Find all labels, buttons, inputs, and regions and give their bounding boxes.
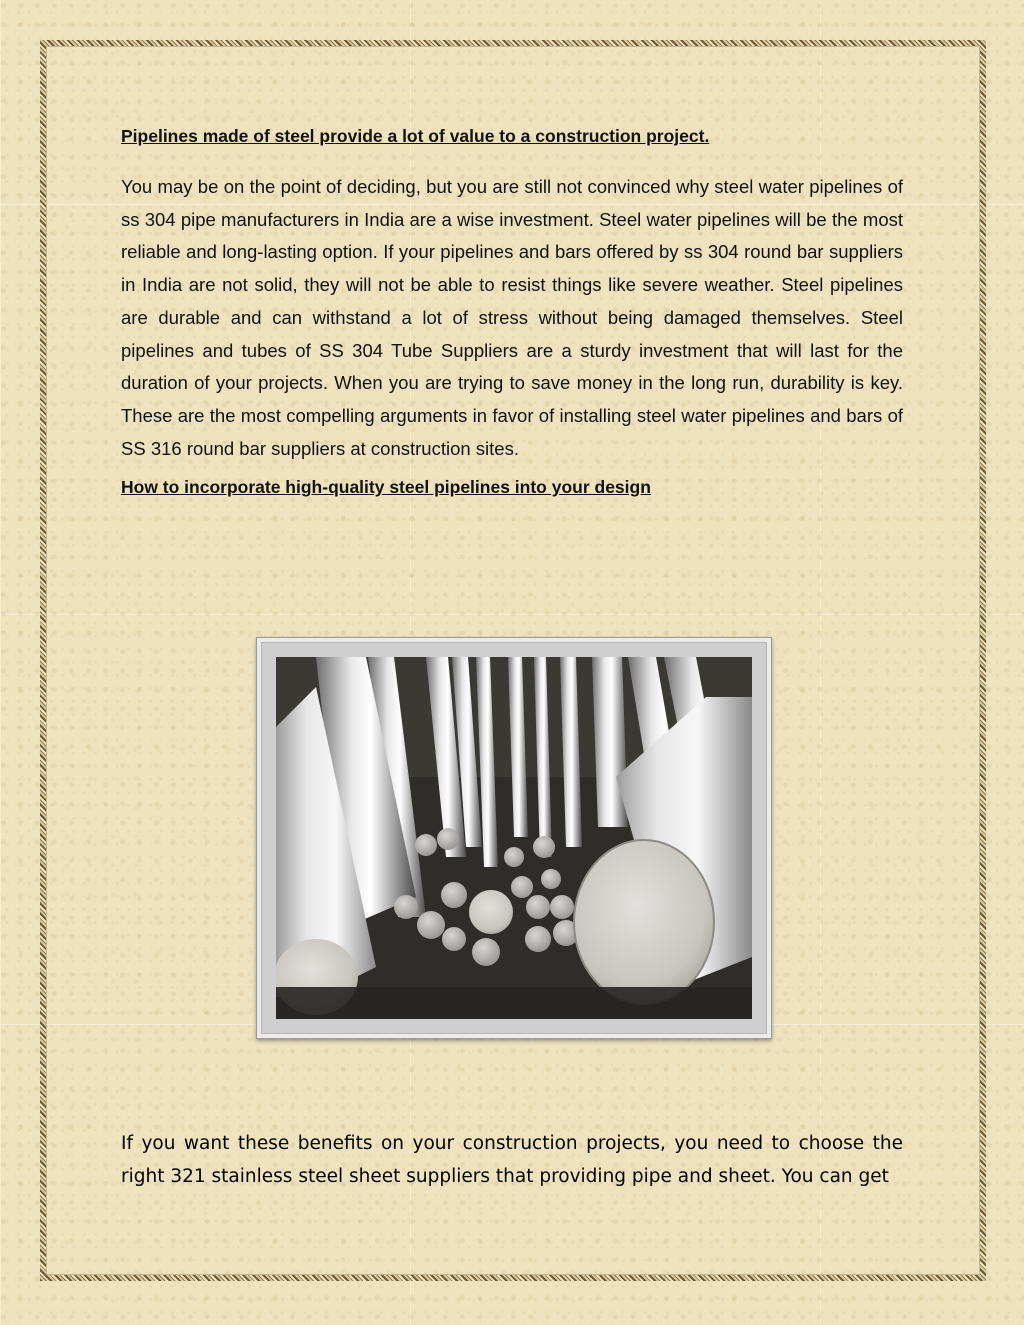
heading-steel-pipelines-value: Pipelines made of steel provide a lot of value to a construction project. (121, 126, 710, 146)
photo-frame (256, 637, 772, 1039)
steel-round-bars-photo (276, 657, 752, 1019)
paragraph-why-steel: You may be on the point of deciding, but you are still not convinced why steel water pipelines of ss 304 pipe manufacturers in India are a wise investment. Steel water pipelines will be the most reliable and long-lasting option. If your pipelines and bars offered by ss 304 round bar suppliers in India are not solid, they will not be able to resist things like severe weather. Steel pipelines are durable and can withstand a lot of stress without being damaged themselves. Steel pipelines and tubes of SS 304 Tube Suppliers are a sturdy investment that will last for the duration of your projects. When you are trying to save money in the long run, durability is key. These are the most compelling arguments in favor of installing steel water pipelines and bars of SS 316 round bar suppliers at construction sites. (121, 176, 903, 459)
paragraph-benefits: If you want these benefits on your construction projects, you need to choose the right 321 stainless steel sheet suppliers that providing pipe and sheet. You can get (121, 1133, 903, 1187)
heading-incorporate-pipelines: How to incorporate high-quality steel pipelines into your design (121, 477, 651, 498)
article-body (121, 120, 903, 503)
